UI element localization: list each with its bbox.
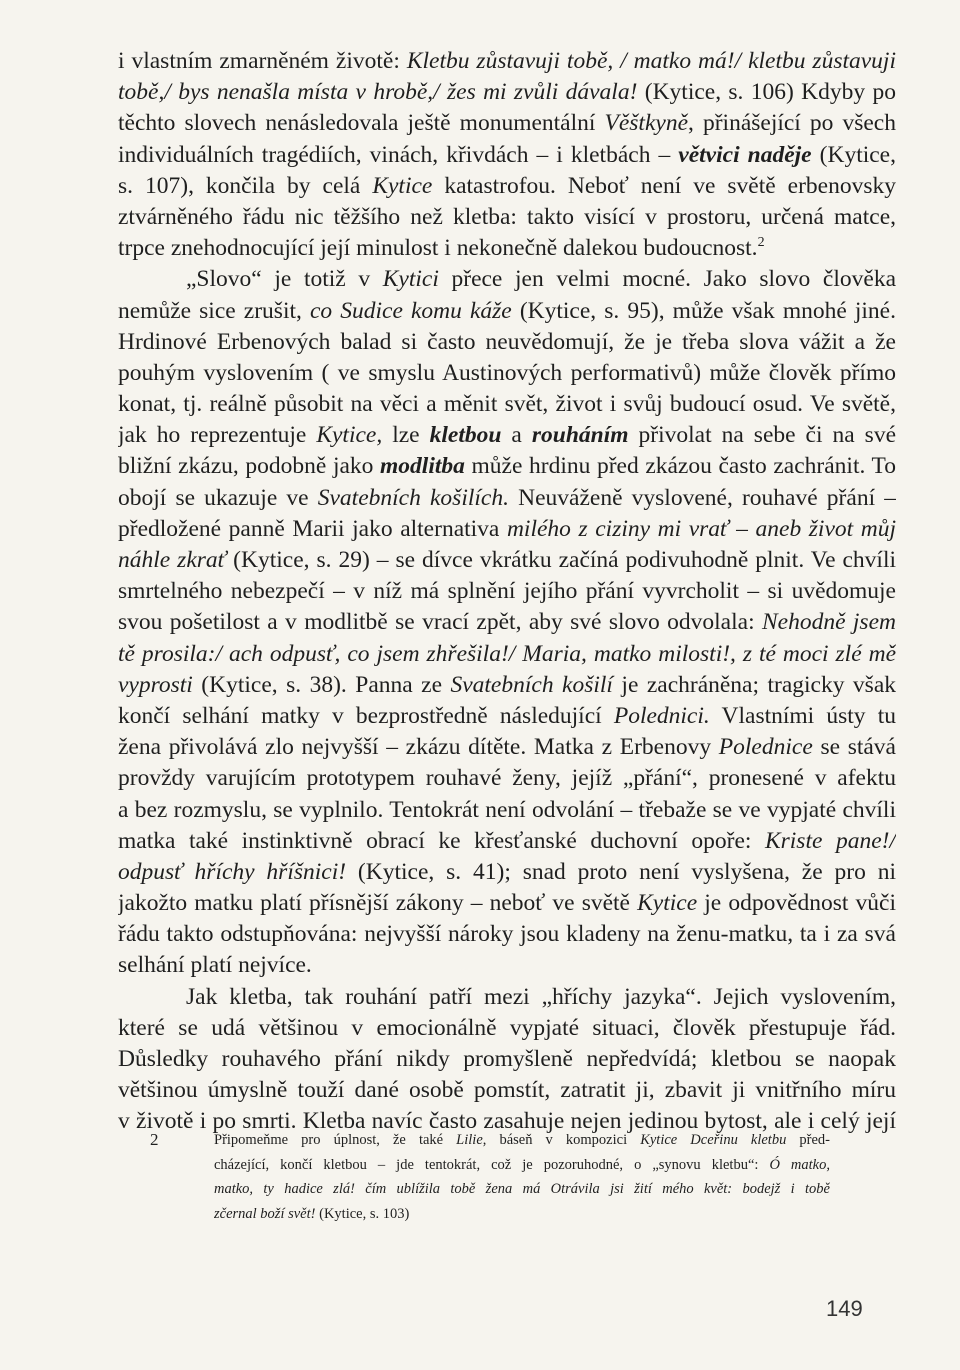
text-line	[118, 140, 896, 171]
text-run: Připomeňme pro úplnost, že také	[214, 1132, 457, 1148]
text-run: před-	[786, 1132, 830, 1148]
body-text	[118, 46, 896, 1138]
text-run: matka také instinktivně obrací ke křesťanské duchovní opoře:	[118, 827, 765, 854]
text-run: předložené panně Marii jako alternativa	[118, 515, 507, 542]
text-run: ztvárněného řádu nic těžšího než kletba: takto visící v prostoru, určená matce,	[118, 203, 896, 230]
text-line	[118, 950, 896, 981]
text-run: svou pošetilost a v modlitbě se vrací zpět, aby své slovo odvolala:	[118, 609, 762, 636]
text-run: Svatebních košilí	[450, 671, 613, 698]
text-run: Polednice	[718, 734, 813, 761]
text-run: je zachráněna; tragicky však	[612, 671, 896, 698]
text-run: Kytice,	[316, 422, 383, 449]
text-line	[118, 607, 896, 638]
text-run: Svatebních košilích.	[317, 484, 509, 511]
text-line	[118, 233, 896, 264]
text-run: přivolat na sebe či na své	[628, 422, 896, 449]
text-run: Kytice	[372, 172, 433, 199]
text-run: smrtelného nebezpečí – v níž má splnění jejího přání vyvrcholit – si uvědomuje	[118, 578, 896, 605]
text-run: může hrdinu před zkázou často zachránit. To	[464, 453, 896, 480]
page-number: 149	[826, 1296, 863, 1321]
text-run: Neuváženě vyslovené, rouhavé přání –	[508, 484, 896, 511]
text-run: rouháním	[531, 422, 629, 449]
text-line	[118, 264, 896, 295]
footnote	[150, 1128, 830, 1226]
text-run: cházející, končí kletbou – jde tentokrát, což je pozoruhodné, o „synovu kletbu“:	[214, 1156, 770, 1173]
text-run: Nehodně jsem	[761, 609, 896, 636]
text-run: Kytice	[637, 890, 698, 917]
text-run: kletbou	[429, 422, 502, 449]
text-line	[118, 795, 896, 826]
text-line	[118, 1075, 896, 1106]
text-run: Vlastními ústy tu	[709, 702, 896, 729]
text-run: matko, ty hadice zlá! čím ublížila tobě žena má Otrávila jsi žití mého květ: bodejž i tobě	[214, 1181, 830, 1197]
text-run: Kytici	[382, 266, 439, 293]
text-line	[118, 701, 896, 732]
text-run: (Kytice, s. 106) Kdyby po	[637, 79, 896, 106]
text-line	[118, 202, 896, 233]
text-run: tobě,/ bys nenašla místa v hrobě,/ žes mi zvůli dávala!	[118, 79, 638, 106]
text-run: bližní zkázu, podobně jako	[118, 453, 381, 480]
text-run: Důsledky rouhavého přání nikdy promyšleně nepředvídá; kletbou se naopak	[118, 1046, 896, 1072]
text-run: lze	[382, 422, 430, 449]
text-run: zčernal boží svět!	[214, 1205, 316, 1222]
text-run: jak ho reprezentuje	[118, 422, 317, 449]
text-line	[118, 857, 896, 888]
text-run: co Sudice komu káže	[309, 297, 512, 324]
text-run: je odpovědnost vůči	[697, 890, 896, 917]
text-run: , přinášející po všech	[688, 110, 896, 137]
footnote-number: 2	[150, 1130, 159, 1149]
text-run: (Kytice, s. 103)	[315, 1205, 410, 1222]
text-run: jakožto matku platí přísnější zákony – neboť ve světě	[118, 890, 638, 917]
text-run: katastrofou. Neboť není ve světě erbenovsky	[432, 172, 896, 199]
text-run: Kytice Dceřinu kletbu	[640, 1132, 787, 1148]
text-run: selhání platí nejvíce.	[118, 952, 312, 979]
text-run: těchto slovech nenásledovala ještě monumentální	[118, 110, 605, 137]
text-run: Kriste pane!/	[764, 827, 896, 854]
text-run: řádu takto odstupňována: nejvyšší nároky jsou kladeny na ženu-matku, ta i za svá	[118, 921, 896, 948]
text-line	[118, 327, 896, 358]
footnote-line	[214, 1202, 830, 1227]
text-run: trpce znehodnocující její minulost i nekonečně dalekou budoucnost.	[118, 235, 758, 262]
text-run: Věštkyně	[604, 110, 689, 137]
text-run: Hrdinové Erbenových balad si často neuvědomují, že je třeba slova vážit a že	[118, 328, 896, 355]
text-line	[118, 108, 896, 139]
text-run: provždy varujícím prototypem rouhavé ženy, jejíž „přání“, pronesené v afektu	[118, 765, 896, 792]
text-line	[118, 826, 896, 857]
footnote-reference: 2	[757, 235, 765, 251]
text-line	[118, 171, 896, 202]
text-run: i vlastním zmarněném životě:	[118, 48, 407, 74]
text-run: , báseň v kompozici	[482, 1132, 641, 1148]
text-run: a bez rozmyslu, se vyplnilo. Tentokrát není odvolání – třebaže se ve vypjaté chvíli	[118, 796, 896, 823]
text-run: (Kytice, s. 29) – se dívce vkrátku začíná podivuhodně plnit. Ve chvíli	[226, 547, 896, 573]
text-line	[118, 358, 896, 389]
footnote-line	[214, 1153, 830, 1178]
text-run: Lilie	[456, 1132, 483, 1148]
text-run: (Kytice, s. 38). Panna ze	[192, 671, 451, 698]
text-line	[118, 46, 896, 77]
text-run: končí selhání matky v bezprostředně následující	[118, 702, 614, 729]
footnote-line	[214, 1128, 830, 1153]
text-line	[118, 888, 896, 919]
text-line	[118, 389, 896, 420]
text-line	[118, 483, 896, 514]
text-run: obojí se ukazuje ve	[118, 484, 318, 511]
text-run: (Kytice, s. 41); snad proto není vyslyšena, že pro ni	[346, 858, 896, 885]
text-run: modlitba	[380, 453, 465, 480]
text-line	[118, 1044, 896, 1075]
text-run: Kletbu zůstavuji tobě, / matko má!/ kletbu zůstavuji	[406, 48, 896, 74]
text-run: individuálních tragédiích, vinách, křivdách – i kletbách –	[118, 141, 679, 168]
text-run: pouhým vyslovením ( ve smyslu Austinových performativů) může člověk přímo	[118, 359, 896, 386]
text-run: Ó matko,	[769, 1156, 830, 1173]
text-run: milého z ciziny mi vrať – aneb život můj	[506, 515, 896, 542]
text-run: Polednici.	[613, 702, 710, 729]
text-run: Jak kletba, tak rouhání patří mezi „hříchy jazyka“. Jejich vyslovením,	[186, 983, 896, 1010]
text-run: s. 107), končila by celá	[118, 172, 373, 199]
text-run: vyprosti	[118, 671, 193, 698]
text-run: a	[501, 422, 532, 449]
text-run: které se udá většinou v emocionálně vypjaté situaci, člověk přestupuje řád.	[118, 1014, 896, 1041]
text-run: (Kytice,	[811, 141, 896, 168]
text-run: většinou úmyslně touží dané osobě pomstít, zatratit ji, zbavit ji vnitřního míru	[118, 1077, 896, 1104]
text-run: přece jen velmi mocné. Jako slovo člověka	[438, 266, 896, 293]
text-line	[118, 451, 896, 482]
text-run: v životě i po smrti. Kletba navíc často zasahuje nejen jedinou bytost, ale i celý její	[118, 1108, 896, 1135]
text-run: konat, tj. reálně působit na věci a měnit svět, život i svůj budoucí osud. Ve světě,	[118, 391, 896, 418]
text-line	[118, 420, 896, 451]
text-run: větvici naděje	[678, 141, 812, 168]
text-line	[118, 982, 896, 1013]
footnote-text	[214, 1128, 830, 1226]
text-line	[118, 576, 896, 607]
text-run: žena přivolává zlo nejvyšší – zkázu dítěte. Matka z Erbenovy	[118, 734, 719, 761]
text-line	[118, 296, 896, 327]
text-run: odpusť hříchy hříšnici!	[118, 858, 347, 885]
text-run: se stává	[812, 734, 896, 761]
footnote-line	[214, 1177, 830, 1202]
text-line	[118, 1013, 896, 1044]
text-run: nemůže sice zrušit,	[118, 297, 310, 324]
text-run: „Slovo“ je totiž v	[186, 266, 383, 293]
text-run: tě prosila:/ ach odpusť, co jsem zhřešila!/ Maria, matko milosti!, z té moci zlé mě	[118, 640, 896, 667]
text-run: (Kytice, s. 95), může však mnohé jiné.	[511, 297, 896, 324]
text-line	[118, 732, 896, 763]
text-line	[118, 514, 896, 545]
text-line	[118, 919, 896, 950]
text-line	[118, 545, 896, 576]
text-line	[118, 77, 896, 108]
text-run: náhle zkrať	[118, 547, 227, 573]
text-line	[118, 763, 896, 794]
text-line	[118, 639, 896, 670]
text-line	[118, 670, 896, 701]
